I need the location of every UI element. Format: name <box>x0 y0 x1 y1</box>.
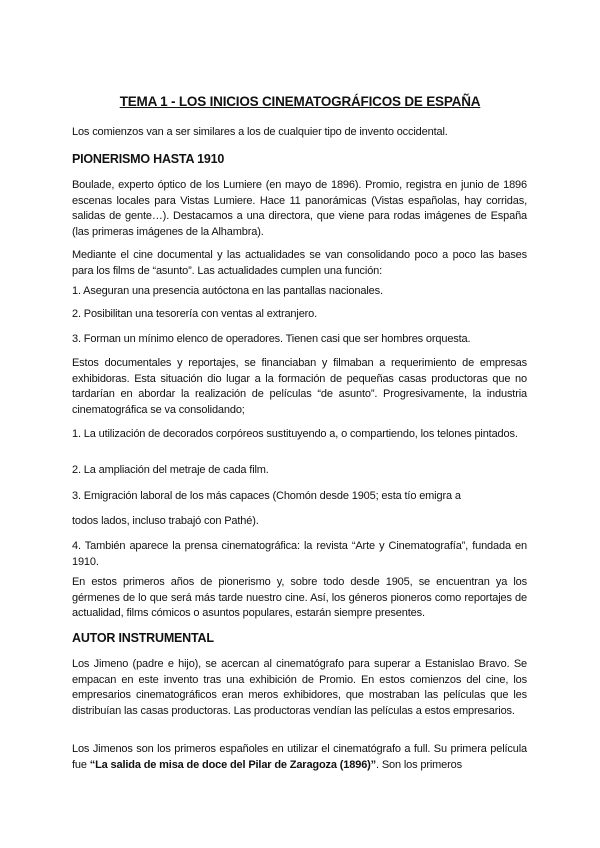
list-item: todos lados, incluso trabajó con Pathé). <box>72 515 259 527</box>
paragraph <box>72 742 527 773</box>
paragraph: Mediante el cine documental y las actualidades se van consolidando poco a poco las bases para los films de “asunto”. Las actualidades cumplen una función: <box>72 249 527 277</box>
paragraph-text: Los Jimenos son los primeros españoles en utilizar el cinematógrafo a full. Su primera película fue <box>72 743 527 771</box>
paragraph: En estos primeros años de pionerismo y, sobre todo desde 1905, se encuentran ya los gérmenes de lo que será más tarde nuestro cine. Así, los géneros pioneros como reportajes de actualidad, films cómicos o asuntos populares, estarán siempre presentes. <box>72 576 527 619</box>
list-item: 1. Aseguran una presencia autóctona en las pantallas nacionales. <box>72 285 383 297</box>
list-item: 3. Emigración laboral de los más capaces (Chomón desde 1905; esta tío emigra a <box>72 490 461 502</box>
paragraph: Boulade, experto óptico de los Lumiere (en mayo de 1896). Promio, registra en junio de 1896 escenas locales para Vistas Lumiere. Hace 11 panorámicas (Vistas españolas, hay corridas, salidas de gente…). Destacamos a una directora, que viene para rodas imágenes de España (las primeras imágenes de la Alhambra). <box>72 179 527 238</box>
paragraph: Estos documentales y reportajes, se financiaban y filmaban a requerimiento de empresas exhibidoras. Esta situación dio lugar a la formación de pequeñas casas productoras que no tardarían en abordar la realización de películas “de asunto”. Progresivamente, la industria cinematográfica se va consolidando; <box>72 357 527 416</box>
list-item: 2. Posibilitan una tesorería con ventas al extranjero. <box>72 308 318 320</box>
film-title-bold: “La salida de misa de doce del Pilar de Zaragoza (1896)” <box>89 758 377 771</box>
list-item: 1. La utilización de decorados corpóreos sustituyendo a, o compartiendo, los telones pintados. <box>72 428 518 440</box>
list-item: 3. Forman un mínimo elenco de operadores. Tienen casi que ser hombres orquesta. <box>72 333 471 345</box>
list-item: 4. También aparece la prensa cinematográfica: la revista “Arte y Cinematografía”, fundada en 1910. <box>72 540 527 568</box>
intro-paragraph: Los comienzos van a ser similares a los de cualquier tipo de invento occidental. <box>72 126 448 138</box>
section-heading-autor-instrumental: AUTOR INSTRUMENTAL <box>72 631 214 645</box>
paragraph-text: . Son los primeros <box>376 758 462 771</box>
list-item: 2. La ampliación del metraje de cada film. <box>72 464 269 476</box>
section-heading-pionerismo: PIONERISMO HASTA 1910 <box>72 152 225 166</box>
document-title: TEMA 1 - LOS INICIOS CINEMATOGRÁFICOS DE ESPAÑA <box>119 94 481 109</box>
paragraph: Los Jimeno (padre e hijo), se acercan al cinematógrafo para superar a Estanislao Bravo. Se empacan en este invento tras una exhibición de Promio. En estos comienzos del cine, los empresarios cinematográficos eran meros exhibidores, que mostraban las películas que les distribuían las casas productoras. Las productoras vendían las películas a estos empresarios. <box>72 658 527 717</box>
